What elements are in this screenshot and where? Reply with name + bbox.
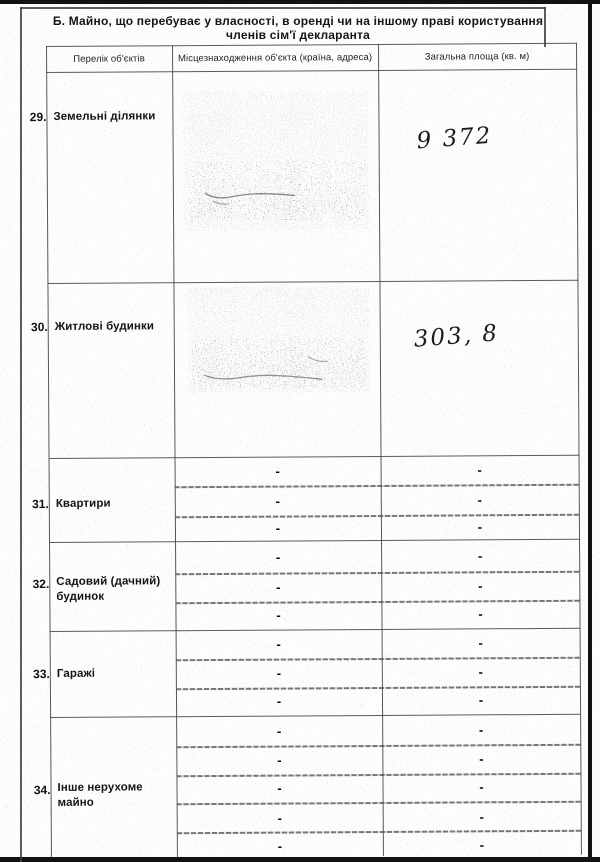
row-label-residential-houses: Житлові будинки xyxy=(54,320,155,333)
row-label-apartments: Квартири xyxy=(55,497,111,510)
dash-location: - xyxy=(276,607,281,623)
dash-location: - xyxy=(275,520,281,536)
dash-area: - xyxy=(477,519,483,535)
dash-area: - xyxy=(477,462,482,478)
row-label-land-plots: Земельні ділянки xyxy=(53,110,156,123)
header-area: Загальна площа (кв. м) xyxy=(424,51,530,63)
dash-area: - xyxy=(477,492,482,508)
dash-location: - xyxy=(275,463,280,479)
row-label-other-real-estate: Інше нерухоме майно xyxy=(57,781,143,809)
subrow-line xyxy=(177,830,582,834)
handwritten-area-30: 303, 8 xyxy=(412,320,500,353)
dash-location: - xyxy=(276,723,282,739)
dash-location: - xyxy=(276,636,281,652)
row-label-garages: Гаражі xyxy=(56,667,96,680)
dash-area: - xyxy=(478,578,483,594)
table-border-right xyxy=(576,43,582,855)
row-label-garden-house: Садовий (дачний) будинок xyxy=(56,575,161,603)
handwritten-area-29: 9 372 xyxy=(415,122,494,155)
dash-location: - xyxy=(277,752,282,768)
subrow-line xyxy=(175,571,580,575)
row-divider-29-30 xyxy=(47,280,578,284)
table-border-left xyxy=(46,46,52,858)
row-number-30: 30. xyxy=(30,319,48,335)
dash-area: - xyxy=(478,635,483,651)
dash-area: - xyxy=(478,692,484,708)
row-divider-31-32 xyxy=(49,539,580,543)
section-title-line1: Б. Майно, що перебуває у власності, в оренді чи на іншому праві користування xyxy=(52,14,544,28)
header-objects: Перелік об'єктів xyxy=(73,53,145,65)
section-title-line2: членів сім'ї декларанта xyxy=(226,28,370,42)
dash-area: - xyxy=(479,751,484,767)
subrow-line xyxy=(177,801,582,805)
dash-location: - xyxy=(277,780,282,796)
dash-location: - xyxy=(276,665,282,681)
dash-area: - xyxy=(477,548,483,564)
dash-location: - xyxy=(276,579,281,595)
dash-area: - xyxy=(479,837,485,853)
row-number-29: 29. xyxy=(29,109,47,125)
row-number-33: 33. xyxy=(33,666,50,682)
row-divider-32-33 xyxy=(50,628,581,632)
dash-area: - xyxy=(479,779,484,795)
dash-location: - xyxy=(277,810,282,826)
dash-location: - xyxy=(275,493,281,509)
row-number-34: 34. xyxy=(33,782,51,798)
dash-area: - xyxy=(479,809,484,825)
subrow-line xyxy=(175,514,580,518)
dash-area: - xyxy=(478,606,483,622)
dash-location: - xyxy=(275,549,281,565)
dash-location: - xyxy=(276,693,282,709)
row-number-31: 31. xyxy=(32,496,49,512)
col-divider-location-area xyxy=(378,44,384,856)
subrow-line xyxy=(176,657,581,661)
subrow-line xyxy=(175,484,580,488)
dash-location: - xyxy=(277,838,283,854)
row-divider-33-34 xyxy=(50,714,581,718)
subrow-line xyxy=(176,686,581,690)
dash-area: - xyxy=(478,722,484,738)
row-number-32: 32. xyxy=(32,576,50,592)
row-divider-30-31 xyxy=(49,455,580,459)
subrow-line xyxy=(175,600,580,604)
subrow-line xyxy=(176,744,581,748)
redacted-location-blob-29 xyxy=(182,90,369,231)
subrow-line xyxy=(176,773,581,777)
dash-area: - xyxy=(478,664,484,680)
col-divider-objects-location xyxy=(172,45,178,857)
header-location: Місцезнаходження об'єкта (країна, адреса) xyxy=(177,52,373,65)
redacted-location-blob-30 xyxy=(187,286,370,393)
